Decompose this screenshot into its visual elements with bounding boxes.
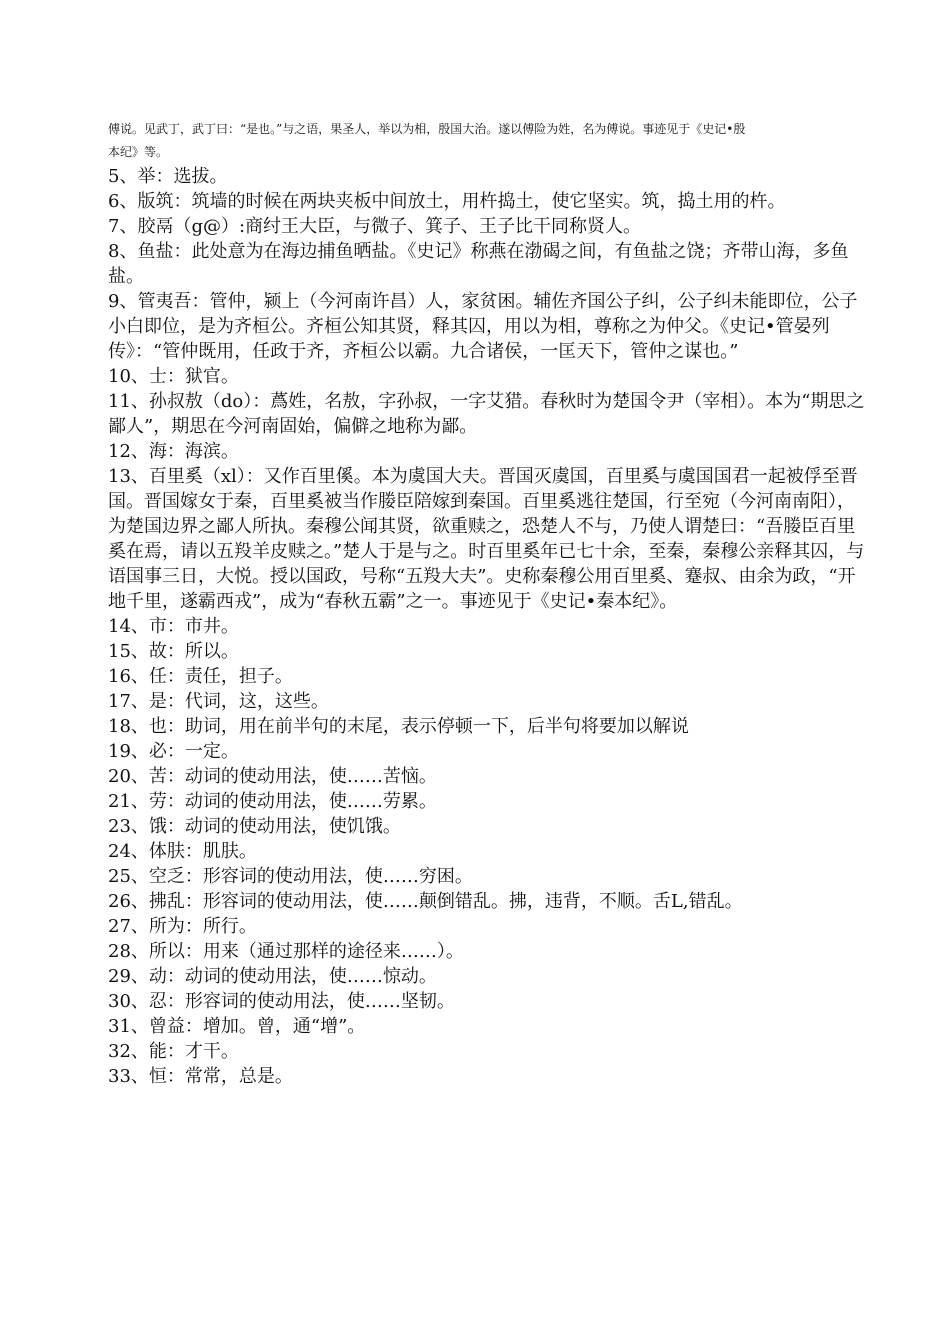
note-32: 32、能：才干。 xyxy=(108,1041,239,1062)
note-15: 15、故：所以。 xyxy=(108,641,239,662)
note-17: 17、是：代词，这，这些。 xyxy=(108,691,329,712)
note-14: 14、市：市井。 xyxy=(108,616,239,637)
note-16: 16、任：责任，担子。 xyxy=(108,666,293,687)
note-11: 11、孙叔敖（do）：蔿姓，名敖，字孙叔，一字艾猎。春秋时为楚国令尹（宰相）。本为“期思之鄙人”，期思在今河南固始，偏僻之地称为鄙。 xyxy=(108,391,865,437)
note-10: 10、士：狱官。 xyxy=(108,366,239,387)
note-18: 18、也：助词，用在前半句的末尾，表示停顿一下，后半句将要加以解说 xyxy=(108,716,689,737)
note-13: 13、百里奚（xl）：又作百里傒。本为虞国大夫。晋国灭虞国，百里奚与虞国国君一起被俘至晋国。晋国嫁女于秦，百里奚被当作媵臣陪嫁到秦国。百里奚逃往楚国，行至宛（今河南南阳），为楚国边界之鄙人所执。秦穆公闻其贤，欲重赎之，恐楚人不与，乃使人谓楚曰：“吾媵臣百里奚在焉，请以五羖羊皮赎之。”楚人于是与之。时百里奚年已七十余，至秦，秦穆公亲释其囚，与语国事三日，大悦。授以国政，号称“五羖大夫”。史称秦穆公用百里奚、蹇叔、由余为政，“开地千里，遂霸西戎”，成为“春秋五霸”之一。事迹见于《史记•秦本纪》。 xyxy=(108,466,865,612)
note-25: 25、空乏：形容词的使动用法，使……穷困。 xyxy=(108,866,473,887)
note-31: 31、曾益：增加。曾，通“增”。 xyxy=(108,1016,366,1037)
intro-line-1: 傅说。见武丁，武丁曰：“是也。”与之语，果圣人，举以为相，殷国大治。遂以傅险为姓，名为傅说。事迹见于《史记•殷 xyxy=(108,122,746,136)
note-23: 23、饿：动词的使动用法，使饥饿。 xyxy=(108,816,401,837)
note-9: 9、管夷吾：管仲，颍上（今河南许昌）人，家贫困。辅佐齐国公子纠，公子纠未能即位，公子小白即位，是为齐桓公。齐桓公知其贤，释其囚，用以为相，尊称之为仲父。《史记•管晏列传》：“管仲既用，任政于齐，齐桓公以霸。九合诸侯，一匡天下，管仲之谋也。” xyxy=(108,291,858,362)
note-24: 24、体肤：肌肤。 xyxy=(108,841,257,862)
note-7: 7、胶鬲（g@）:商纣王大臣，与微子、箕子、王子比干同称贤人。 xyxy=(108,216,642,237)
note-27: 27、所为：所行。 xyxy=(108,916,257,937)
note-6: 6、版筑：筑墙的时候在两块夹板中间放土，用杵捣土，使它坚实。筑，捣土用的杵。 xyxy=(108,191,786,212)
note-26: 26、拂乱：形容词的使动用法，使……颠倒错乱。拂，违背，不顺。舌L,错乱。 xyxy=(108,891,743,912)
intro-line-2: 本纪》等。 xyxy=(108,145,169,159)
note-8: 8、鱼盐：此处意为在海边捕鱼晒盐。《史记》称燕在渤碣之间，有鱼盐之饶；齐带山海，多鱼盐。 xyxy=(108,241,849,287)
annotation-list xyxy=(108,164,868,1089)
note-19: 19、必：一定。 xyxy=(108,741,239,762)
note-20: 20、苦：动词的使动用法，使……苦恼。 xyxy=(108,766,437,787)
note-12: 12、海：海滨。 xyxy=(108,441,239,462)
note-5: 5、举：选拔。 xyxy=(108,166,228,187)
note-29: 29、动：动词的使动用法，使……惊动。 xyxy=(108,966,437,987)
note-28: 28、所以：用来（通过那样的途径来……）。 xyxy=(108,941,464,962)
document-page xyxy=(108,118,868,1089)
note-33: 33、恒：常常，总是。 xyxy=(108,1066,293,1087)
note-30: 30、忍：形容词的使动用法，使……坚韧。 xyxy=(108,991,455,1012)
note-21: 21、劳：动词的使动用法，使……劳累。 xyxy=(108,791,437,812)
